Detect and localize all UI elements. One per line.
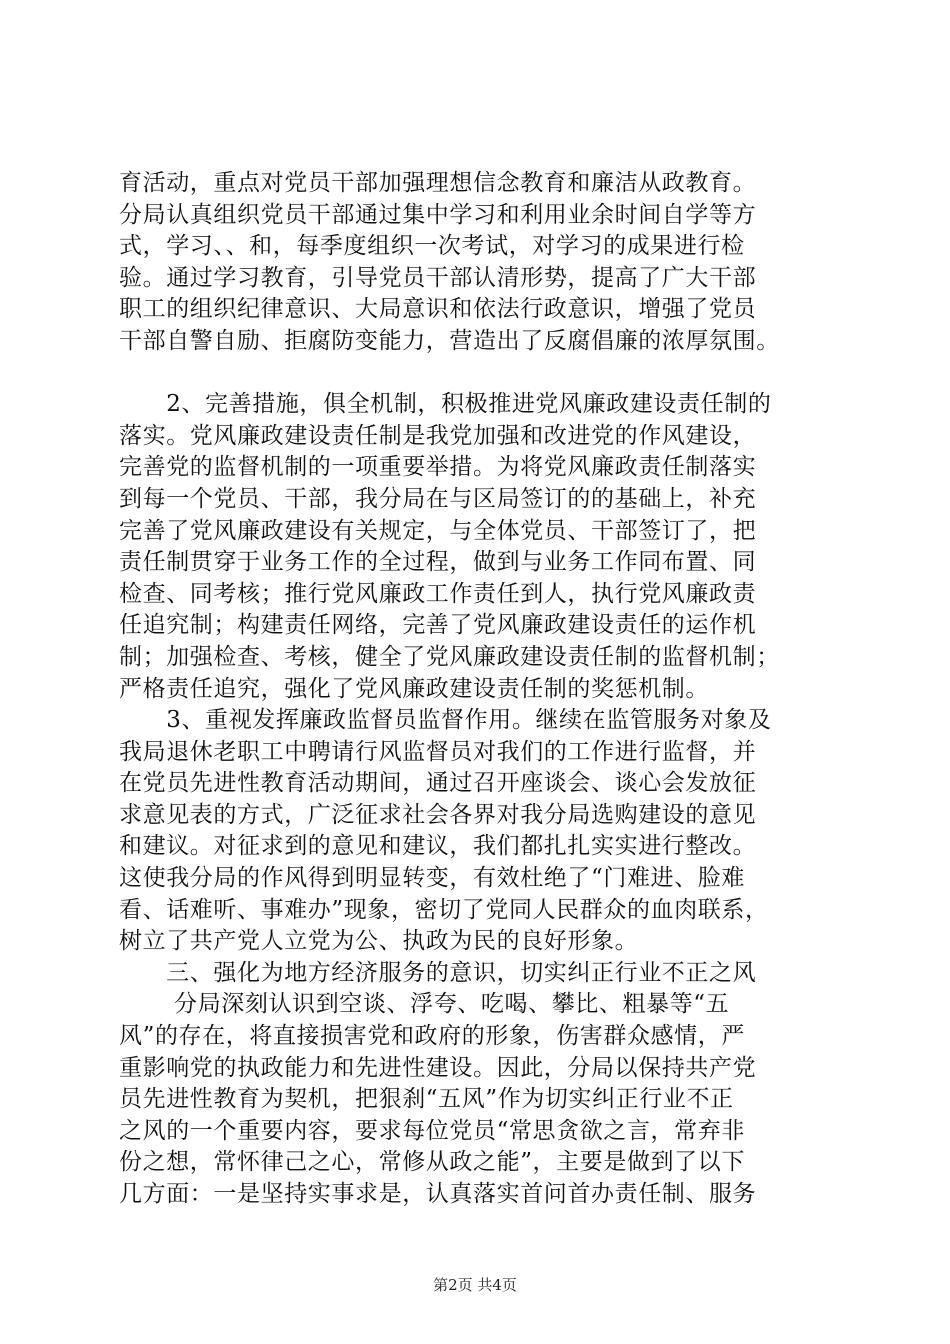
text-line: 式，学习、、和，每季度组织一次考试，对学习的成果进行检 — [119, 233, 745, 260]
page-number: 第2页 共4页 — [433, 1276, 517, 1294]
text-line: 树立了共产党人立党为公、执政为民的良好形象。 — [119, 928, 639, 955]
text-line: 任追究制；构建责任网络，完善了党风廉政建设责任的运作机 — [119, 612, 757, 639]
text-line: 在党员先进性教育活动期间，通过召开座谈会、谈心会发放征 — [119, 770, 757, 797]
document-body — [119, 168, 839, 1211]
text-line: 2、完善措施，俱全机制，积极推进党风廉政建设责任制的 — [119, 391, 772, 418]
text-line: 和建议。对征求到的意见和建议，我们都扎扎实实进行整改。 — [119, 833, 757, 860]
text-line: 完善了党风廉政建设有关规定，与全体党员、干部签订了，把 — [119, 517, 757, 544]
text-line: 育活动，重点对党员干部加强理想信念教育和廉洁从政教育。 — [119, 170, 757, 196]
text-line: 份之想，常怀律己之心，常修从政之能”，主要是做到了以下 — [119, 1149, 745, 1176]
text-line: 验。通过学习教育，引导党员干部认清形势，提高了广大干部 — [119, 264, 757, 291]
text-line: 严格责任追究，强化了党风廉政建设责任制的奖惩机制。 — [119, 675, 709, 702]
text-line: 检查、同考核；推行党风廉政工作责任到人，执行党风廉政责 — [119, 580, 757, 607]
section-heading: 三、强化为地方经济服务的意识，切实纠正行业不正之风 — [119, 959, 757, 986]
text-line: 看、话难听、事难办”现象，密切了党同人民群众的血肉联系， — [119, 896, 769, 923]
text-line: 员先进性教育为契机，把狠刹“五风”作为切实纠正行业不正 — [119, 1086, 734, 1113]
text-line: 这使我分局的作风得到明显转变，有效杜绝了“门难进、脸难 — [119, 865, 745, 892]
text-line: 分局深刻认识到空谈、浮夸、吃喝、攀比、粗暴等“五 — [119, 991, 730, 1018]
text-line: 分局认真组织党员干部通过集中学习和利用业余时间自学等方 — [119, 201, 757, 228]
paragraph-gap — [119, 358, 839, 390]
text-line: 求意见表的方式，广泛征求社会各界对我分局选购建设的意见 — [119, 801, 757, 828]
text-line: 风”的存在，将直接损害党和政府的形象，伤害群众感情，严 — [119, 1023, 745, 1050]
text-line: 几方面：一是坚持实事求是，认真落实首问首办责任制、服务 — [119, 1181, 757, 1207]
text-line: 之风的一个重要内容，要求每位党员“常思贪欲之言，常弃非 — [119, 1117, 745, 1144]
text-line: 3、重视发挥廉政监督员监督作用。继续在监管服务对象及 — [119, 707, 772, 734]
text-line: 完善党的监督机制的一项重要举措。为将党风廉政责任制落实 — [119, 454, 757, 481]
text-line: 职工的组织纪律意识、大局意识和依法行政意识，增强了党员 — [119, 296, 757, 323]
text-line: 到每一个党员、干部，我分局在与区局签订的的基础上，补充 — [119, 485, 757, 512]
text-line: 我局退休老职工中聘请行风监督员对我们的工作进行监督，并 — [119, 738, 757, 765]
text-line: 干部自警自励、拒腐防变能力，营造出了反腐倡廉的浓厚氛围。 — [119, 327, 780, 354]
text-line: 落实。党风廉政建设责任制是我党加强和改进党的作风建设， — [119, 422, 757, 449]
text-line: 重影响党的执政能力和先进性建设。因此，分局以保持共产党 — [119, 1054, 757, 1081]
text-line: 制；加强检查、考核，健全了党风廉政建设责任制的监督机制； — [119, 643, 780, 670]
text-line: 责任制贯穿于业务工作的全过程，做到与业务工作同布置、同 — [119, 549, 757, 576]
